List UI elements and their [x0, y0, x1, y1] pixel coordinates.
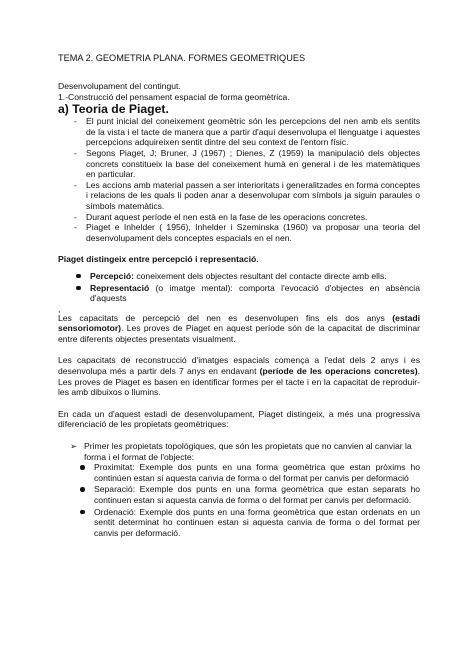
properties-list	[58, 462, 420, 538]
paragraph-3: En cada un d'aquest estadi de desenvolupament, Piaget distingeix, a més una progressiva diferenciació de les propietats geomètriques:	[58, 408, 420, 430]
spacer	[58, 430, 420, 441]
distinction-item-perception	[90, 271, 420, 282]
section-a-list	[58, 116, 420, 243]
property-proximity: Proximitat: Exemple dos punts en una forma geomètrica que estan pròxims ho continúen estan si aquesta canvia de forma o del format per canvis per deformació	[94, 462, 420, 483]
distinction-heading-text: Piaget distingeix entre percepció i representació.	[58, 254, 259, 265]
property-separation: Separació: Exemple dos punts en una forma geomètrica que estan separats ho continuen estan si aquesta canvia de forma o del format per canvis per deformació.	[94, 484, 420, 505]
paragraph-2-text-after: . Les proves de Piaget es basen en identificar formes per el tacte i en la capacitat de reproduir-les amb dibuixos o llumins.	[58, 366, 420, 398]
paragraph-1-text: Les capacitats de percepció del nen es desenvolupen fins els dos anys	[58, 312, 393, 323]
intro-line-2: 1.-Construcció del pensament espacial de forma geomètrica.	[58, 91, 290, 102]
term-percepcio: Percepció:	[90, 270, 134, 281]
distinction-item-representation	[90, 283, 420, 304]
section-a-item-3: - Les accions amb material passen a ser interioritats i generalitzades en forma conceptes i relacions de les quals li poden anar a desenvolupar com símbols ja siguin paraules o símbols matemàtics.	[86, 180, 420, 212]
properties-arrow-text: Primer les propietats topològiques, que són les propietats que no canvien al canviar la forma i el format de l'objecte:	[84, 441, 412, 462]
properties-arrow-list	[58, 441, 420, 462]
paragraph-2	[58, 355, 420, 397]
section-a-item-1: - El punt inicial del coneixement geomètric són les percepcions del nen amb els sentits de la vista i el tacte de manera que a partir d'aquí desenvolupa el llenguatge i aquestes percepcions adquireixen sentit dintre del seu context de l'entorn físic.	[86, 116, 420, 148]
paragraph-2-bold: (període de les operacions concretes)	[259, 366, 418, 377]
term-representacio: Representació	[90, 282, 150, 293]
definition-representacio: (o imatge mental): comporta l'evocació d'objectes en absència d'aquests	[90, 282, 420, 304]
section-a-item-2: - Segons Piaget, J; Bruner, J (1967) ; Dienes, Z (1959) la manipulació dels objectes concrets constitueix la base del coneixement humà en general i de les matemàtiques en particular.	[86, 148, 420, 180]
spacer	[58, 398, 420, 409]
stray-mark: ,	[58, 303, 61, 314]
section-a-heading: a) Teoria de Piaget.	[58, 102, 169, 117]
document-content	[58, 52, 420, 539]
paragraph-2-text: Les capacitats de reconstrucció d'imatges espacials comença a l'edat dels 2 anys i es desenvolupa més a partir dels 7 anys en endavant	[58, 355, 420, 377]
properties-arrow-item	[70, 441, 420, 462]
arrow-bullet-icon: ➢	[70, 441, 78, 452]
section-a-item-5: - Piaget e Inhelder ( 1956), Inhelder i Szeminska (1960) va proposar una teoria del desenvolupament dels conceptes espacials en el nen.	[86, 222, 420, 243]
distinction-list	[58, 271, 420, 304]
definition-percepcio: coneixement dels objectes resultant del contacte directe amb ells.	[133, 270, 387, 281]
paragraph-1	[58, 313, 420, 345]
paragraph-1-text-after: . Les proves de Piaget en aquest període són de la capacitat de discriminar entre diferents objectes presentats visualment.	[58, 323, 420, 344]
section-a-item-4: - Durant aquest període el nen està en la fase de les operacions concretes.	[86, 212, 420, 223]
paragraph-1-bold: (estadi sensoriomotor)	[58, 312, 420, 334]
property-order: Ordenació: Exemple dos punts en una forma geomètrica que estan ordenats en un sentit determinat ho continuen estan si aquesta canvia de forma o del format per canvis per deformació.	[94, 506, 420, 538]
distinction-heading	[58, 254, 420, 265]
intro-line-1: Desenvolupament del contingut.	[58, 81, 181, 91]
spacer	[58, 344, 420, 355]
document-title: TEMA 2. GEOMETRIA PLANA. FORMES GEOMETRIQUES	[58, 53, 306, 63]
spacer	[58, 243, 420, 254]
